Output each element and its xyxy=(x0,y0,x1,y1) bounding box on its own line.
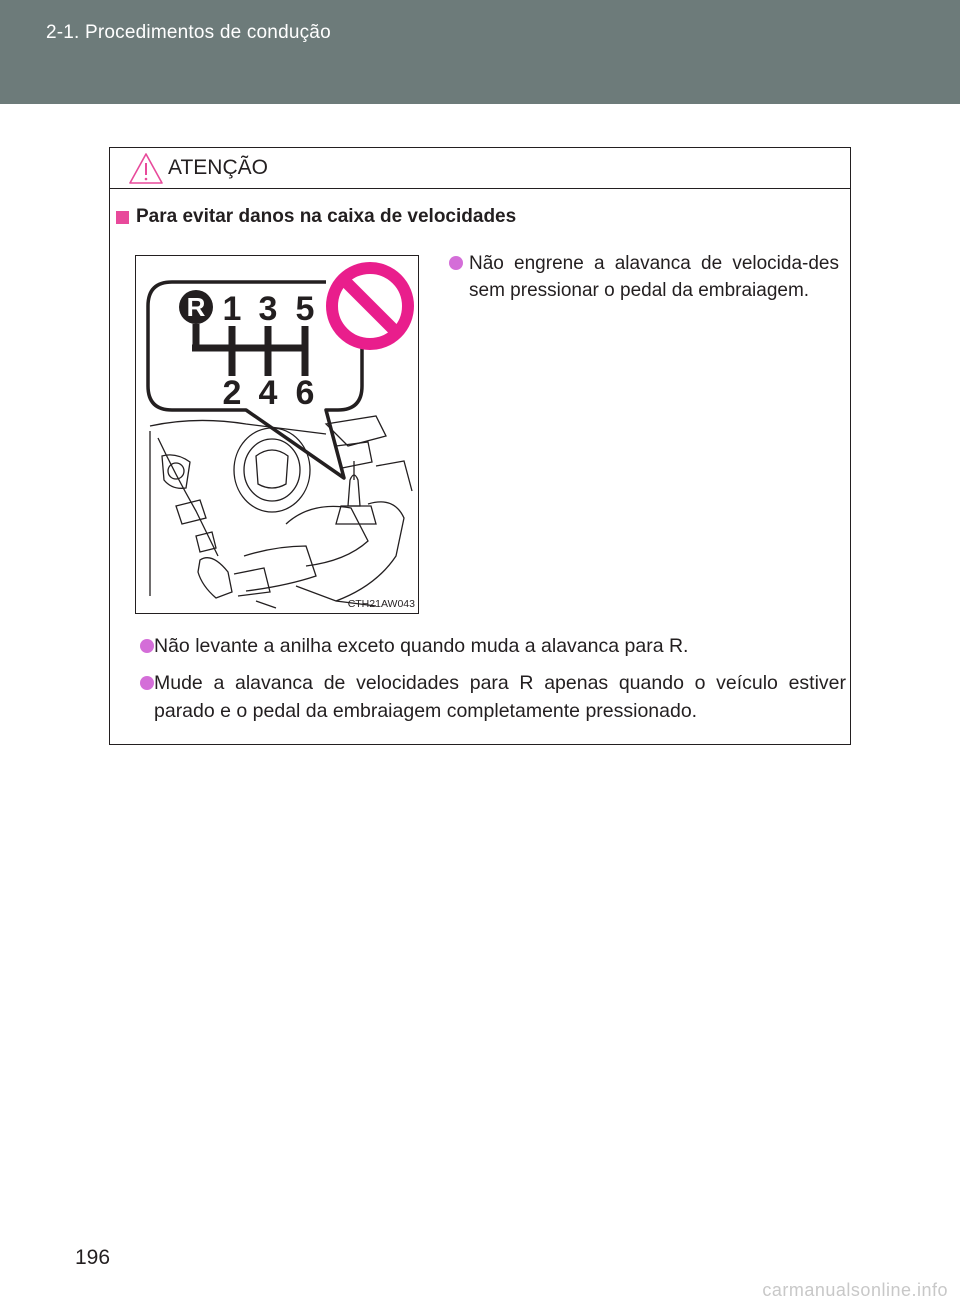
warning-title: ATENÇÃO xyxy=(168,156,268,179)
gear-label-r: R xyxy=(186,292,206,322)
round-bullet-icon xyxy=(449,256,463,270)
bullet-item xyxy=(124,669,846,725)
gear-label-2: 2 xyxy=(222,374,242,412)
bullet-text: Mude a alavanca de velocidades para R apenas quando o veículo estiver parado e o pedal da embraiagem completamente pressionado. xyxy=(154,672,846,722)
gear-label-3: 3 xyxy=(258,290,278,328)
gear-label-5: 5 xyxy=(295,290,315,328)
illustration-code: CTH21AW043 xyxy=(347,598,415,610)
warning-header xyxy=(110,148,850,189)
gearshift-illustration xyxy=(135,255,419,614)
round-bullet-icon xyxy=(140,676,154,690)
bullet-item xyxy=(449,250,839,304)
header-band xyxy=(0,0,960,104)
gear-label-6: 6 xyxy=(295,374,315,412)
bullet-item xyxy=(124,632,846,660)
gearshift-drawing xyxy=(136,256,418,613)
section-title: 2-1. Procedimentos de condução xyxy=(46,22,331,43)
square-bullet-icon xyxy=(116,211,129,224)
warning-triangle-icon xyxy=(128,152,164,185)
car-interior-drawing xyxy=(150,416,412,608)
section-heading-text: Para evitar danos na caixa de velocidades xyxy=(136,206,517,227)
page-number: 196 xyxy=(75,1246,111,1269)
bullet-text: Não levante a anilha exceto quando muda a alavanca para R. xyxy=(154,635,689,657)
section-heading xyxy=(116,206,516,228)
warning-box xyxy=(109,147,851,745)
no-entry-icon xyxy=(332,268,408,344)
watermark: carmanualsonline.info xyxy=(762,1280,948,1300)
gear-label-4: 4 xyxy=(258,374,278,412)
bullet-text: Não engrene a alavanca de velocida-des sem pressionar o pedal da embraiagem. xyxy=(469,253,839,301)
round-bullet-icon xyxy=(140,639,154,653)
gear-label-1: 1 xyxy=(222,290,242,328)
